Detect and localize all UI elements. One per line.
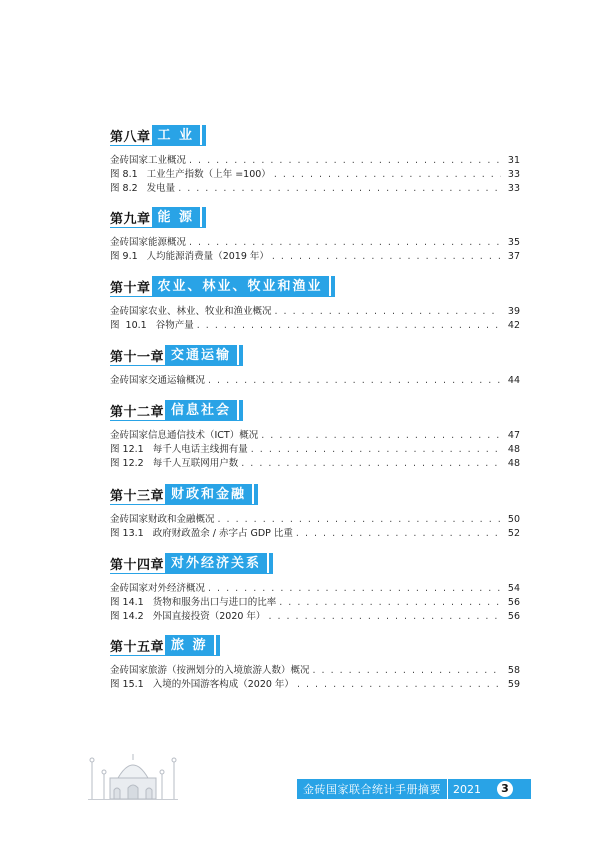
toc-entry[interactable] (110, 319, 520, 333)
toc-entry[interactable] (110, 678, 520, 692)
entry-text: 金砖国家能源概况 (110, 237, 187, 248)
chapter-label: 第十章 (110, 280, 151, 296)
entry-page: 54 (507, 583, 520, 594)
leader-dots (279, 596, 501, 610)
chapter-13 (110, 483, 520, 541)
entry-text: 图 9.1 人均能源消费量（2019 年） (110, 251, 269, 262)
chapter-heading (110, 275, 520, 297)
leader-dots (268, 610, 501, 624)
chapter-underline (110, 420, 243, 421)
toc-entry[interactable] (110, 236, 520, 250)
entry-text: 图 8.2 发电量 (110, 183, 176, 194)
footer-title: 金砖国家联合统计手册摘要 (303, 783, 441, 796)
chapter-15 (110, 634, 520, 692)
chapter-title-bar (269, 553, 273, 574)
entry-page: 48 (507, 458, 520, 469)
entry-text: 金砖国家交通运输概况 (110, 375, 206, 386)
entry-page: 31 (507, 155, 520, 166)
leader-dots (208, 374, 501, 388)
toc-entry[interactable] (110, 305, 520, 319)
chapter-heading (110, 634, 520, 656)
entry-page: 33 (507, 183, 520, 194)
leader-dots (297, 678, 501, 692)
leader-dots (208, 582, 501, 596)
entry-text: 图 12.1 每千人电话主线拥有量 (110, 444, 248, 455)
entry-page: 48 (507, 444, 520, 455)
toc-entry[interactable] (110, 596, 520, 610)
chapter-label: 第十一章 (110, 349, 165, 365)
entry-page: 42 (507, 320, 520, 331)
chapter-title-bar (239, 400, 243, 421)
chapter-underline (110, 145, 206, 146)
leader-dots (274, 168, 501, 182)
chapter-title-bar (216, 635, 220, 656)
chapter-title: 信息社会 (165, 400, 237, 421)
leader-dots (178, 182, 501, 196)
footer-year: 2021 (453, 782, 481, 796)
chapter-12 (110, 399, 520, 471)
toc-entry[interactable] (110, 374, 520, 388)
chapter-label: 第十二章 (110, 404, 165, 420)
entry-page: 50 (507, 514, 520, 525)
toc-entry[interactable] (110, 457, 520, 471)
chapter-title-bar (254, 484, 258, 505)
entry-text: 图 14.2 外国直接投资（2020 年） (110, 611, 266, 622)
entry-page: 56 (507, 597, 520, 608)
chapter-underline (110, 227, 206, 228)
entry-page: 37 (507, 251, 520, 262)
chapter-14 (110, 552, 520, 624)
chapter-label: 第十三章 (110, 488, 165, 504)
entry-page: 39 (507, 306, 520, 317)
page-number: 3 (497, 781, 513, 797)
entry-text: 图 8.1 工业生产指数（上年 =100） (110, 169, 271, 180)
toc-entry[interactable] (110, 182, 520, 196)
entry-text: 图 10.1 谷物产量 (110, 320, 194, 331)
entry-page: 52 (507, 528, 520, 539)
chapter-11 (110, 344, 520, 388)
entry-text: 金砖国家财政和金融概况 (110, 514, 215, 525)
entry-text: 图 13.1 政府财政盈余 / 赤字占 GDP 比重 (110, 528, 293, 539)
entry-text: 金砖国家工业概况 (110, 155, 187, 166)
entry-text: 图 14.1 货物和服务出口与进口的比率 (110, 597, 277, 608)
entry-text: 金砖国家农业、林业、牧业和渔业概况 (110, 306, 272, 317)
toc-entry[interactable] (110, 250, 520, 264)
chapter-title: 对外经济关系 (165, 553, 267, 574)
chapter-8 (110, 124, 520, 196)
entry-text: 金砖国家对外经济概况 (110, 583, 206, 594)
toc-entry[interactable] (110, 513, 520, 527)
chapter-title: 旅 游 (165, 635, 214, 656)
chapter-underline (110, 655, 220, 656)
chapter-title-bar (331, 276, 335, 297)
footer-divider (447, 779, 448, 799)
entry-text: 图 15.1 入境的外国游客构成（2020 年） (110, 679, 294, 690)
toc-entry[interactable] (110, 664, 520, 678)
entry-text: 金砖国家信息通信技术（ICT）概况 (110, 430, 259, 441)
toc-entry[interactable] (110, 527, 520, 541)
chapter-label: 第十四章 (110, 557, 165, 573)
chapter-10 (110, 275, 520, 333)
chapter-9 (110, 206, 520, 264)
toc-entry[interactable] (110, 168, 520, 182)
chapter-title-bar (202, 125, 206, 146)
chapter-title-bar (239, 345, 243, 366)
entry-text: 金砖国家旅游（按洲划分的入境旅游人数）概况 (110, 665, 310, 676)
leader-dots (251, 443, 501, 457)
chapter-label: 第十五章 (110, 639, 165, 655)
leader-dots (197, 319, 501, 333)
entry-page: 44 (507, 375, 520, 386)
toc-entry[interactable] (110, 154, 520, 168)
leader-dots (189, 236, 501, 250)
entry-page: 35 (507, 237, 520, 248)
chapter-underline (110, 504, 258, 505)
chapter-heading (110, 344, 520, 366)
footer-bar (297, 779, 531, 799)
entry-page: 58 (507, 665, 520, 676)
toc-entry[interactable] (110, 443, 520, 457)
entry-text: 图 12.2 每千人互联网用户数 (110, 458, 239, 469)
chapter-title: 财政和金融 (165, 484, 252, 505)
chapter-label: 第九章 (110, 211, 151, 227)
leader-dots (218, 513, 501, 527)
leader-dots (189, 154, 501, 168)
toc-entry[interactable] (110, 429, 520, 443)
chapter-label: 第八章 (110, 129, 151, 145)
leader-dots (272, 250, 501, 264)
leader-dots (275, 305, 501, 319)
leader-dots (296, 527, 501, 541)
taj-mahal-illustration-icon (88, 752, 178, 800)
leader-dots (313, 664, 501, 678)
entry-page: 33 (507, 169, 520, 180)
leader-dots (261, 429, 501, 443)
chapter-underline (110, 365, 243, 366)
chapter-underline (110, 573, 273, 574)
leader-dots (241, 457, 501, 471)
chapter-heading (110, 124, 520, 146)
toc-entry[interactable] (110, 582, 520, 596)
toc-entry[interactable] (110, 610, 520, 624)
entry-page: 56 (507, 611, 520, 622)
chapter-title: 能 源 (152, 207, 201, 228)
entry-page: 47 (507, 430, 520, 441)
entry-page: 59 (507, 679, 520, 690)
chapter-heading (110, 552, 520, 574)
chapter-title: 工 业 (152, 125, 201, 146)
chapter-underline (110, 296, 335, 297)
chapter-heading (110, 206, 520, 228)
chapter-title-bar (202, 207, 206, 228)
chapter-heading (110, 399, 520, 421)
chapter-heading (110, 483, 520, 505)
chapter-title: 农业、林业、牧业和渔业 (152, 276, 329, 297)
chapter-title: 交通运输 (165, 345, 237, 366)
